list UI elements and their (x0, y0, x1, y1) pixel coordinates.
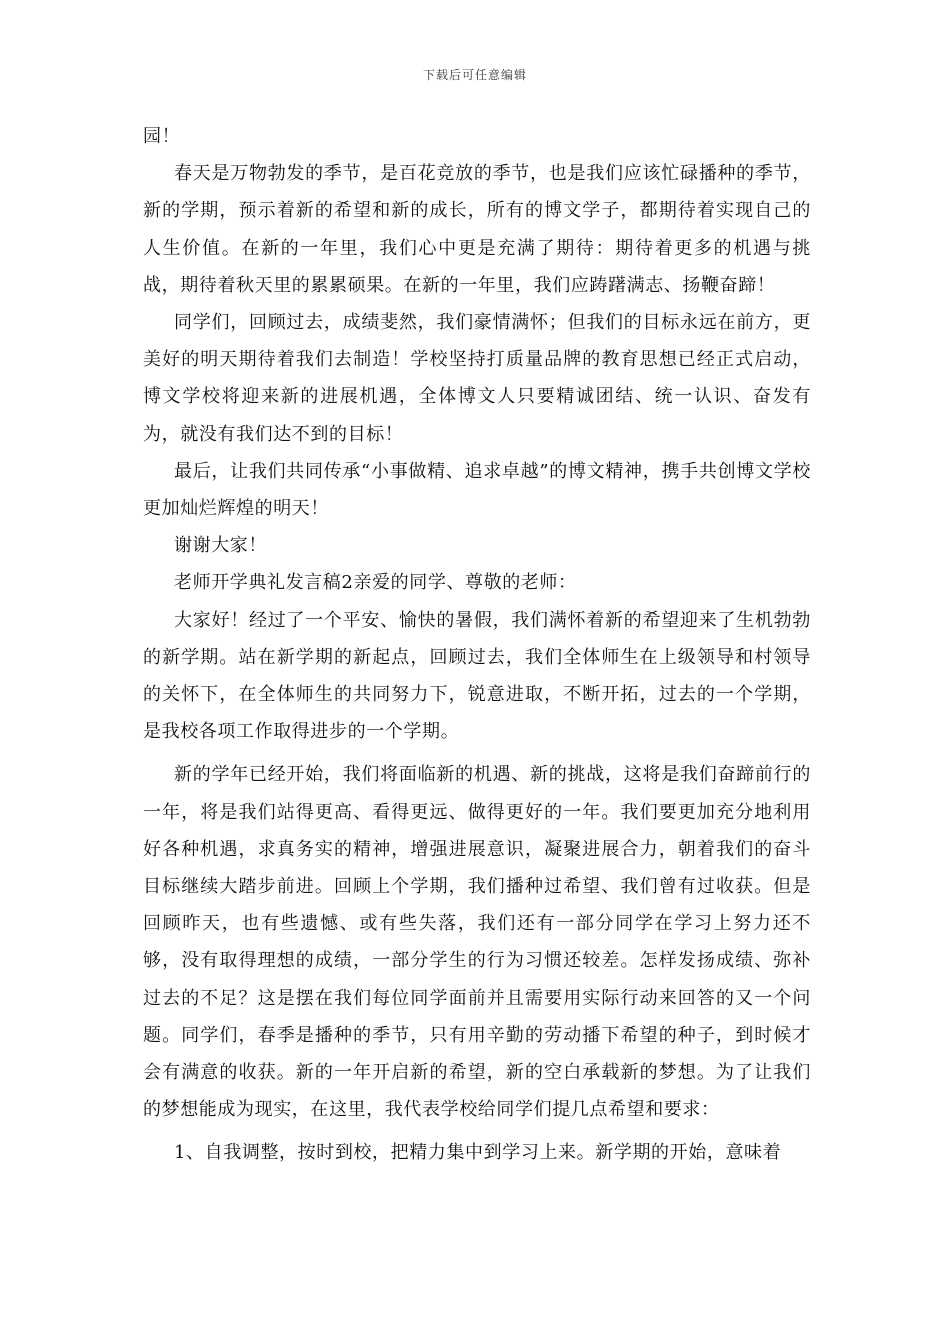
paragraph-speech-title: 老师开学典礼发言稿2亲爱的同学、尊敬的老师： (174, 572, 577, 594)
paragraph-spring: 春天是万物勃发的季节，是百花竞放的季节，也是我们应该忙碌播种的季节，新的学期，预示着新的希望和新的成长，所有的博文学子，都期待着实现自己的人生价值。在新的一年里，我们心中更是充满了期待：期待着更多的机遇与挑战，期待着秋天里的累累硕果。在新的一年里，我们应踌躇满志、扬鞭奋蹄！ (143, 163, 811, 296)
paragraph-greeting: 大家好！经过了一个平安、愉快的暑假，我们满怀着新的希望迎来了生机勃勃的新学期。站在新学期的新起点，回顾过去，我们全体师生在上级领导和村领导的关怀下，在全体师生的共同努力下，锐意进取，不断开拓，过去的一个学期，是我校各项工作取得进步的一个学期。 (143, 609, 811, 743)
paragraph-review: 同学们，回顾过去，成绩斐然，我们豪情满怀；但我们的目标永远在前方，更美好的明天期待着我们去制造！学校坚持打质量品牌的教育思想已经正式启动，博文学校将迎来新的进展机遇，全体博文人只要精诚团结、统一认识、奋发有为，就没有我们达不到的目标！ (143, 312, 811, 445)
paragraph-item-1: 1、自我调整，按时到校，把精力集中到学习上来。新学期的开始，意味着 (174, 1142, 782, 1164)
page-header: 下载后可任意编辑 (422, 68, 527, 82)
paragraph-closing: 最后，让我们共同传承“小事做精、追求卓越”的博文精神，携手共创博文学校更加灿烂辉煌的明天！ (143, 460, 811, 520)
paragraph-thanks: 谢谢大家！ (174, 535, 267, 557)
document-body (143, 118, 811, 1172)
paragraph-new-year: 新的学年已经开始，我们将面临新的机遇、新的挑战，这将是我们奋蹄前行的一年，将是我们站得更高、看得更远、做得更好的一年。我们要更加充分地利用好各种机遇，求真务实的精神，增强进展意识，凝聚进展合力，朝着我们的奋斗目标继续大踏步前进。回顾上个学期，我们播种过希望、我们曾有过收获。但是回顾昨天，也有些遗憾、或有些失落，我们还有一部分同学在学习上努力还不够，没有取得理想的成绩，一部分学生的行为习惯还较差。怎样发扬成绩、弥补过去的不足？这是摆在我们每位同学面前并且需要用实际行动来回答的又一个问题。同学们，春季是播种的季节，只有用辛勤的劳动播下希望的种子，到时候才会有满意的收获。新的一年开启新的希望，新的空白承载新的梦想。为了让我们的梦想能成为现实，在这里，我代表学校给同学们提几点希望和要求： (143, 764, 811, 1121)
paragraph-continuation: 园！ (143, 126, 181, 147)
